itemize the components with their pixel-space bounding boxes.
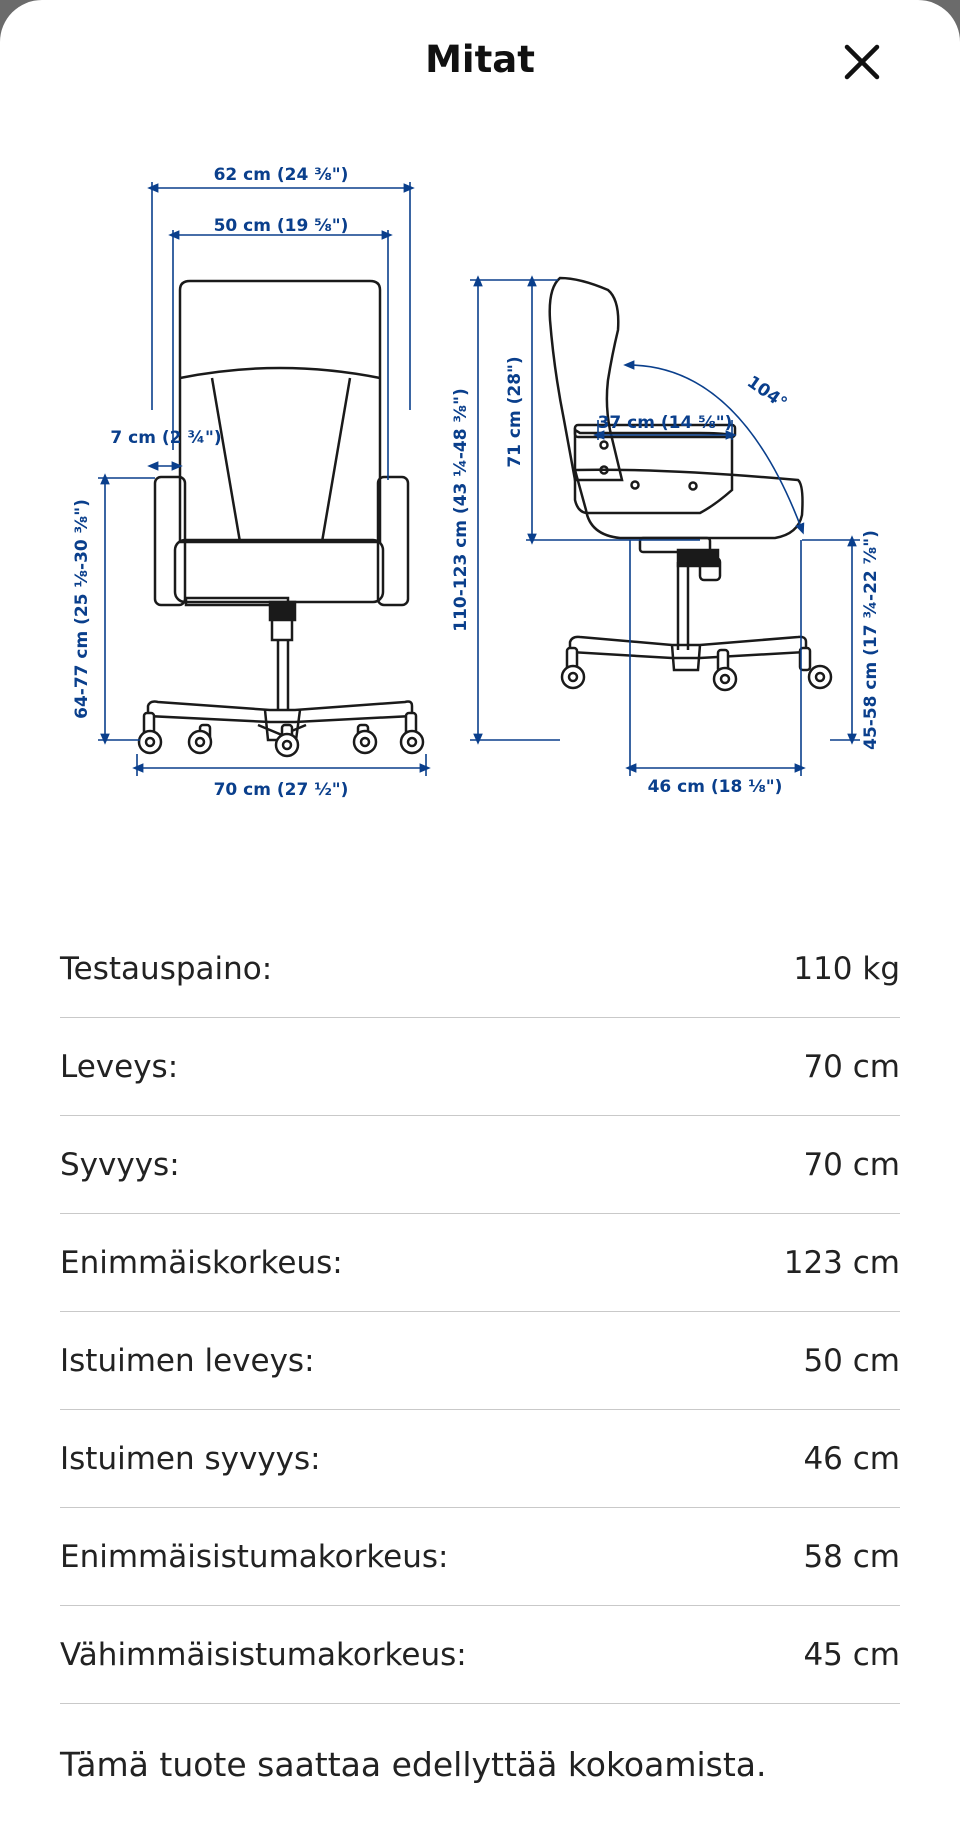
label-overall-width: 62 cm (24 ⅜") bbox=[213, 165, 349, 185]
dimension-diagram bbox=[60, 150, 900, 810]
spec-value: 123 cm bbox=[783, 1244, 900, 1281]
label-seat-width: 50 cm (19 ⅝") bbox=[213, 216, 349, 236]
spec-value: 45 cm bbox=[803, 1636, 900, 1673]
spec-label: Syvyys: bbox=[60, 1146, 180, 1183]
spec-row bbox=[60, 1312, 900, 1410]
spec-value: 50 cm bbox=[803, 1342, 900, 1379]
close-icon bbox=[832, 32, 892, 92]
spec-row bbox=[60, 1116, 900, 1214]
spec-row bbox=[60, 920, 900, 1018]
label-armrest-height: 64-77 cm (25 ⅛-30 ⅜") bbox=[72, 499, 92, 719]
label-total-height: 110-123 cm (43 ¼-48 ⅜") bbox=[451, 388, 471, 632]
spec-label: Vähimmäisistumakorkeus: bbox=[60, 1636, 467, 1673]
spec-value: 46 cm bbox=[803, 1440, 900, 1477]
spec-label: Testauspaino: bbox=[60, 950, 273, 987]
spec-row bbox=[60, 1508, 900, 1606]
label-backrest-height: 71 cm (28") bbox=[505, 356, 525, 468]
spec-row bbox=[60, 1410, 900, 1508]
specs-list bbox=[60, 920, 900, 1704]
spec-row bbox=[60, 1214, 900, 1312]
spec-value: 70 cm bbox=[803, 1048, 900, 1085]
label-recline-angle: 104° bbox=[743, 372, 791, 414]
spec-label: Istuimen leveys: bbox=[60, 1342, 315, 1379]
label-base-width: 70 cm (27 ½") bbox=[213, 780, 349, 800]
spec-row bbox=[60, 1606, 900, 1704]
spec-label: Istuimen syvyys: bbox=[60, 1440, 321, 1477]
close-button[interactable] bbox=[832, 32, 892, 92]
dimension-lines bbox=[98, 182, 860, 776]
spec-value: 58 cm bbox=[803, 1538, 900, 1575]
spec-label: Enimmäisistumakorkeus: bbox=[60, 1538, 449, 1575]
spec-label: Leveys: bbox=[60, 1048, 179, 1085]
spec-row bbox=[60, 1018, 900, 1116]
spec-label: Enimmäiskorkeus: bbox=[60, 1244, 343, 1281]
assembly-note: Tämä tuote saattaa edellyttää kokoamista. bbox=[60, 1745, 767, 1784]
label-armrest-width: 7 cm (2 ¾") bbox=[110, 428, 222, 448]
sheet-header bbox=[0, 0, 960, 124]
side-view-chair bbox=[550, 278, 831, 690]
label-base-depth: 46 cm (18 ⅛") bbox=[647, 777, 783, 797]
page-title: Mitat bbox=[425, 38, 535, 81]
spec-value: 110 kg bbox=[793, 950, 900, 987]
front-view-chair bbox=[139, 281, 423, 756]
label-seat-depth: 37 cm (14 ⅝") bbox=[597, 413, 733, 433]
spec-value: 70 cm bbox=[803, 1146, 900, 1183]
label-seat-height: 45-58 cm (17 ¾-22 ⅞") bbox=[861, 530, 881, 750]
